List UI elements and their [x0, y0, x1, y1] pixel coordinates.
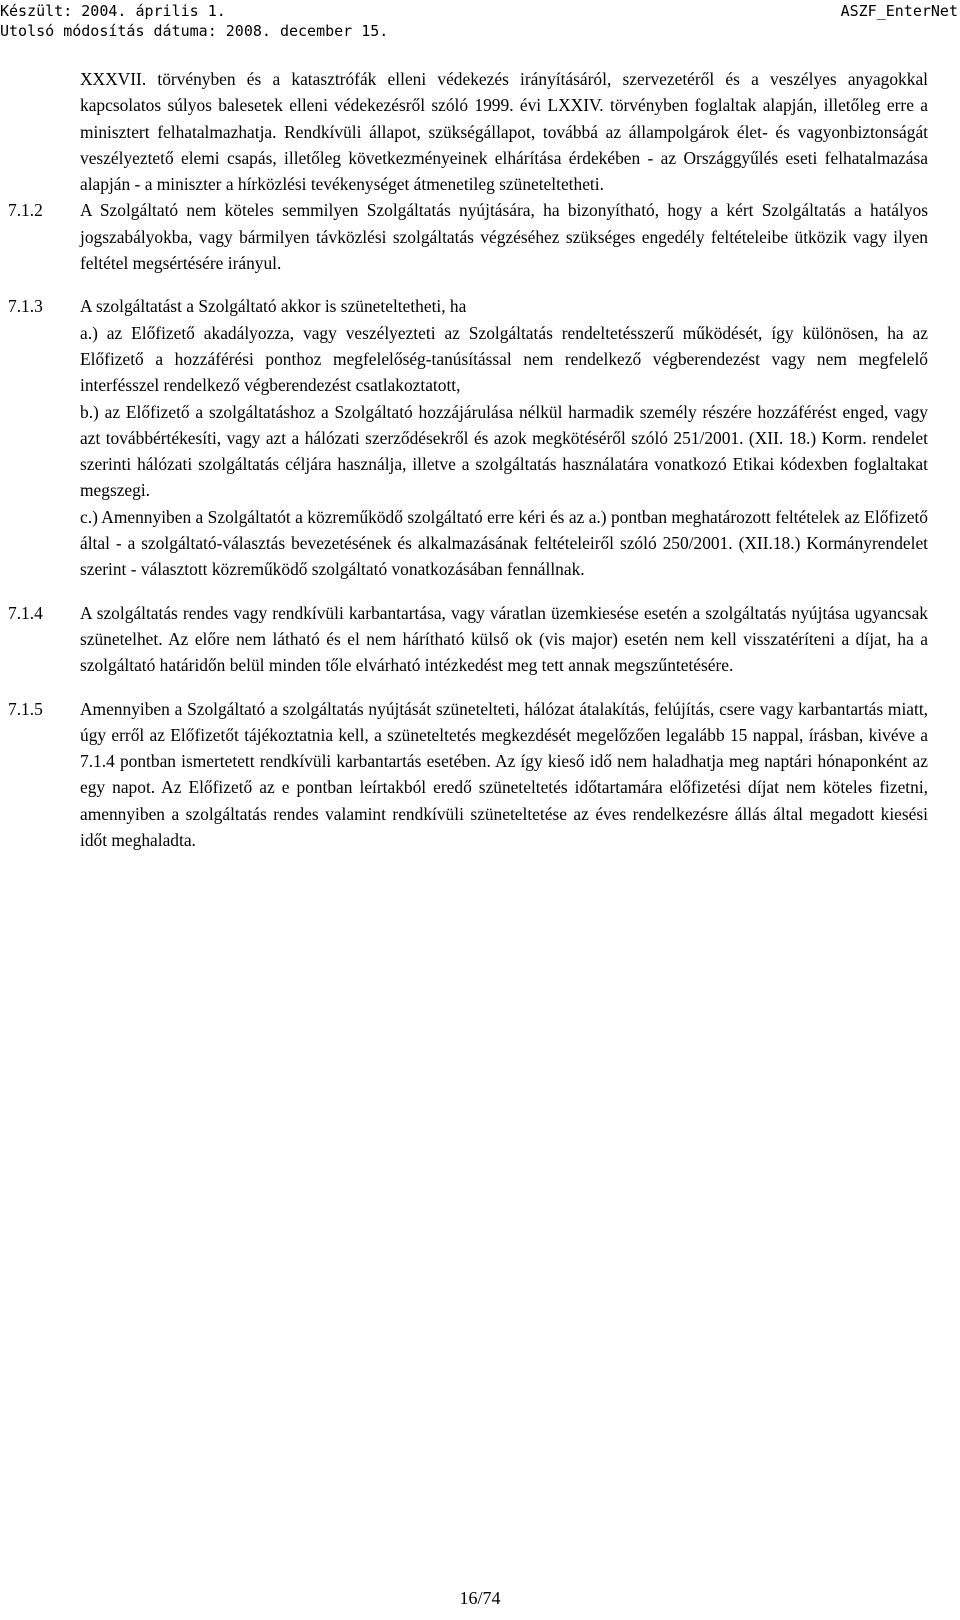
section-7-1-5 — [8, 696, 928, 854]
section-number: 7.1.5 — [8, 698, 43, 719]
document-body — [8, 66, 928, 870]
section-7-1-2 — [8, 197, 928, 276]
list-item-a: a.) az Előfizető akadályozza, vagy veszélyezteti az Szolgáltatás rendeltetésszerű működését, így különösen, ha az Előfizető a hozzáférési ponthoz megfelelőség-tanúsítással nem rendelkező végberendezést vagy nem megfelelő interfésszel rendelkező végberendezést csatlakoztatott, — [80, 322, 928, 396]
page-number: 16/74 — [459, 1588, 501, 1608]
page-header — [0, 0, 960, 40]
section-number: 7.1.3 — [8, 296, 43, 317]
modified-date: Utolsó módosítás dátuma: 2008. december 15. — [0, 22, 389, 40]
section-number: 7.1.2 — [8, 200, 43, 221]
intro-paragraph: XXXVII. törvényben és a katasztrófák elleni védekezés irányításáról, szervezetéről és a veszélyes anyagokkal kapcsolatos súlyos balesetek elleni védekezésről szóló 1999. évi LXXIV. törvényben foglaltak alapján, illetőleg erre a minisztert felhatalmazhatja. Rendkívüli állapot, szükségállapot, továbbá az állampolgárok élet- és vagyonbiztonságát veszélyeztető elemi csapás, illetőleg következményeinek elhárítása érdekében - az Országgyűlés eseti felhatalmazása alapján - a miniszter a hírközlési tevékenységet átmenetileg szüneteltetheti. — [80, 69, 928, 195]
document-name: ASZF_EnterNet — [840, 2, 958, 20]
section-7-1-3 — [8, 293, 928, 582]
list-item-b: b.) az Előfizető a szolgáltatáshoz a Szolgáltató hozzájárulása nélkül harmadik személy részére hozzáférést enged, vagy azt továbbértékesíti, vagy azt a hálózati szerződésekről és azok megkötéséről szóló 251/2001. (XII. 18.) Korm. rendelet szerinti hálózati szolgáltatás céljára használja, illetve a szolgáltatás használatára vonatkozó Etikai kódexben foglaltakat megszegi. — [80, 401, 928, 501]
created-date: Készült: 2004. április 1. — [0, 2, 226, 20]
section-text: A Szolgáltató nem köteles semmilyen Szolgáltatás nyújtására, ha bizonyítható, hogy a kért Szolgáltatás a hatályos jogszabályokba, vagy bármilyen távközlési szolgáltatás végzéséhez szükséges engedély feltételeibe ütközik vagy ilyen feltétel megsértésére irányul. — [80, 200, 928, 274]
section-text: A szolgáltatást a Szolgáltató akkor is szüneteltetheti, ha — [80, 296, 467, 317]
section-number: 7.1.4 — [8, 602, 43, 623]
section-text: Amennyiben a Szolgáltató a szolgáltatás nyújtását szünetelteti, hálózat átalakítás, felújítás, csere vagy karbantartás miatt, úgy erről az Előfizetőt tájékoztatnia kell, a szüneteltetés megkezdését megelőzően legalább 15 nappal, írásban, kivéve a 7.1.4 pontban ismertetett rendkívüli karbantartás esetében. Az így kieső idő nem haladhatja meg naptári hónaponként az egy napot. Az Előfizető az e pontban leírtakból eredő szüneteltetés időtartamára előfizetési díjat nem köteles fizetni, amennyiben a szolgáltatás rendes valamint rendkívüli szüneteltetése az éves rendelkezésre állás által megadott kiesési időt meghaladta. — [80, 698, 928, 851]
section-text: A szolgáltatás rendes vagy rendkívüli karbantartása, vagy váratlan üzemkiesése esetén a szolgáltatás nyújtása ugyancsak szünetelhet. Az előre nem látható és el nem hárítható külső ok (vis major) esetén nem kell visszatéríteni a díjat, ha a szolgáltató határidőn belül minden tőle elvárható intézkedést meg tett annak megszűntetésére. — [80, 602, 928, 676]
section-7-1-4 — [8, 600, 928, 679]
list-item-c: c.) Amennyiben a Szolgáltatót a közreműködő szolgáltató erre kéri és az a.) pontban meghatározott feltételek az Előfizető által - a szolgáltató-választás bevezetésének és alkalmazásának feltételeiről szóló 250/2001. (XII.18.) Kormányrendelet szerint - választott közreműködő szolgáltató vonatkozásában fennállnak. — [80, 506, 928, 580]
